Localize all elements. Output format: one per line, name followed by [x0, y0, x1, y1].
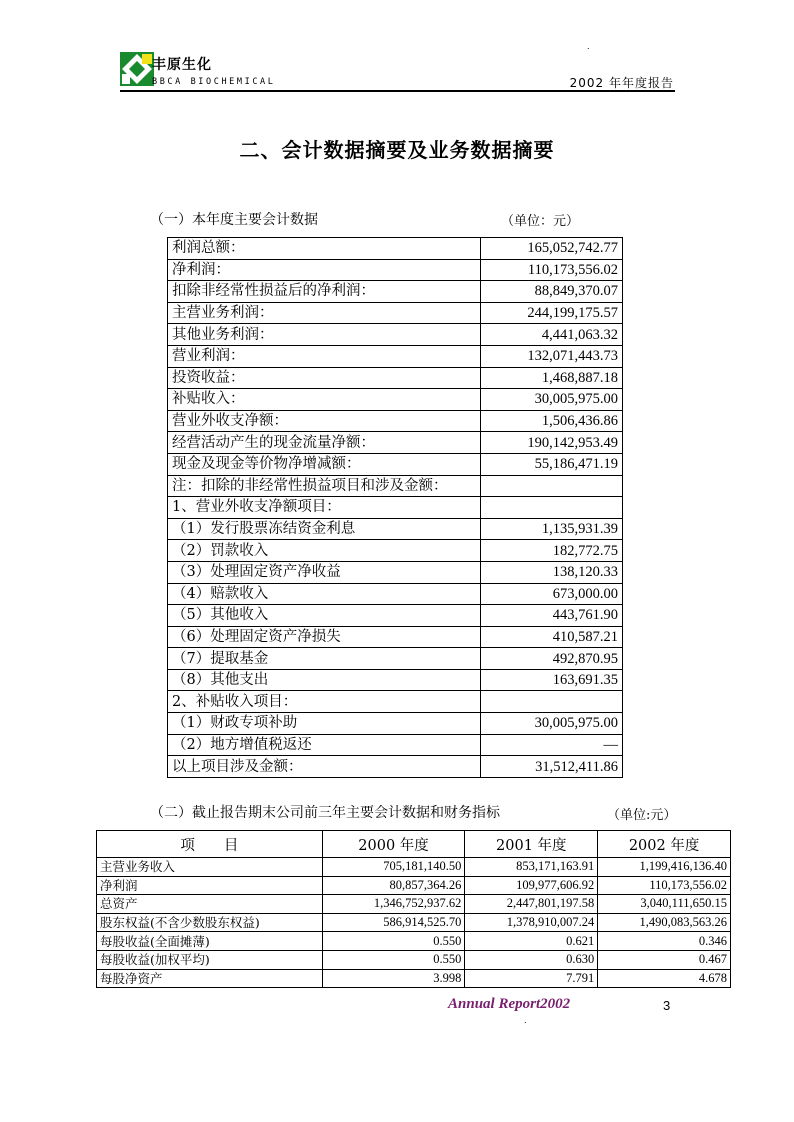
row-item: 每股收益(全面摊薄)	[97, 932, 323, 951]
row-value: 673,000.00	[480, 583, 622, 605]
row-label: 经营活动产生的现金流量净额：	[168, 432, 481, 454]
row-label: 扣除非经常性损益后的净利润：	[168, 281, 481, 303]
table-row	[97, 895, 731, 914]
row-label: （1）发行股票冻结资金利息	[168, 518, 481, 540]
value-2001: 7.791	[465, 969, 598, 988]
table-row	[168, 345, 623, 367]
row-label: 主营业务利润：	[168, 302, 481, 324]
table-row	[168, 648, 623, 670]
row-value: 163,691.35	[480, 669, 622, 691]
row-value: —	[480, 734, 622, 756]
value-2002: 110,173,556.02	[598, 876, 731, 895]
table-row	[168, 238, 623, 260]
table-header-row	[97, 831, 731, 858]
page-number: 3	[663, 998, 671, 1013]
row-label: 利润总额：	[168, 238, 481, 260]
section1-unit: （单位：元）	[501, 214, 580, 229]
brand-name-cn: 丰原生化	[152, 57, 212, 73]
row-label: （2）地方增值税返还	[168, 734, 481, 756]
table-row	[168, 302, 623, 324]
row-label: （4）赔款收入	[168, 583, 481, 605]
value-2002: 0.467	[598, 950, 731, 969]
row-value: 492,870.95	[480, 648, 622, 670]
table-row	[168, 669, 623, 691]
value-2000: 80,857,364.26	[322, 876, 465, 895]
table-row	[97, 858, 731, 877]
row-label: （2）罚款收入	[168, 540, 481, 562]
row-item: 股东权益(不含少数股东权益)	[97, 913, 323, 932]
header-2002: 2002 年度	[598, 831, 731, 858]
value-2002: 1,199,416,136.40	[598, 858, 731, 877]
row-value: 244,199,175.57	[480, 302, 622, 324]
value-2000: 0.550	[322, 932, 465, 951]
header-item: 项 目	[97, 831, 323, 858]
value-2001: 109,977,606.92	[465, 876, 598, 895]
table-row	[168, 605, 623, 627]
section2-unit: （单位:元）	[607, 808, 677, 823]
row-label: 营业利润：	[168, 345, 481, 367]
value-2001: 2,447,801,197.58	[465, 895, 598, 914]
row-label: 现金及现金等价物净增减额：	[168, 453, 481, 475]
row-value: 30,005,975.00	[480, 713, 622, 735]
row-label: （7）提取基金	[168, 648, 481, 670]
row-item: 主营业务收入	[97, 858, 323, 877]
table-row	[168, 410, 623, 432]
table-row	[97, 969, 731, 988]
row-value	[480, 475, 622, 497]
table-row	[168, 713, 623, 735]
row-label: 1、营业外收支净额项目：	[168, 497, 481, 519]
table-row	[168, 389, 623, 411]
value-2000: 1,346,752,937.62	[322, 895, 465, 914]
row-label: （6）处理固定资产净损失	[168, 626, 481, 648]
row-value: 88,849,370.07	[480, 281, 622, 303]
row-label: 投资收益：	[168, 367, 481, 389]
value-2002: 0.346	[598, 932, 731, 951]
value-2002: 1,490,083,563.26	[598, 913, 731, 932]
value-2000: 586,914,525.70	[322, 913, 465, 932]
row-value: 1,506,436.86	[480, 410, 622, 432]
row-value: 4,441,063.32	[480, 324, 622, 346]
table-row	[168, 367, 623, 389]
value-2001: 0.630	[465, 950, 598, 969]
row-label: 注：扣除的非经常性损益项目和涉及金额：	[168, 475, 481, 497]
row-value: 443,761.90	[480, 605, 622, 627]
row-value: 182,772.75	[480, 540, 622, 562]
row-label: 补贴收入：	[168, 389, 481, 411]
row-value: 31,512,411.86	[480, 756, 622, 778]
page-title: 二、会计数据摘要及业务数据摘要	[239, 138, 555, 162]
table-row	[97, 876, 731, 895]
table-row	[168, 281, 623, 303]
header-2001: 2001 年度	[465, 831, 598, 858]
table-row	[168, 756, 623, 778]
value-2001: 1,378,910,007.24	[465, 913, 598, 932]
row-item: 每股收益(加权平均)	[97, 950, 323, 969]
row-label: （3）处理固定资产净收益	[168, 561, 481, 583]
value-2002: 3,040,111,650.15	[598, 895, 731, 914]
row-label: （8）其他支出	[168, 669, 481, 691]
row-value: 190,142,953.49	[480, 432, 622, 454]
table-row	[168, 734, 623, 756]
row-label: 净利润：	[168, 259, 481, 281]
table-row	[168, 540, 623, 562]
row-label: 2、补贴收入项目：	[168, 691, 481, 713]
brand-name-en: BBCA BIOCHEMICAL	[152, 77, 276, 87]
annual-report-footer: Annual Report2002	[448, 996, 571, 1012]
table-row	[168, 432, 623, 454]
row-value: 55,186,471.19	[480, 453, 622, 475]
row-value: 1,135,931.39	[480, 518, 622, 540]
row-value	[480, 691, 622, 713]
table-row	[97, 950, 731, 969]
decor-dot: .	[587, 42, 590, 51]
row-item: 每股净资产	[97, 969, 323, 988]
report-year: 2002 年年度报告	[569, 76, 674, 90]
row-label: （5）其他收入	[168, 605, 481, 627]
row-label: 以上项目涉及金额：	[168, 756, 481, 778]
row-value: 132,071,443.73	[480, 345, 622, 367]
table-row	[97, 932, 731, 951]
header-2000: 2000 年度	[322, 831, 465, 858]
row-value: 410,587.21	[480, 626, 622, 648]
value-2001: 853,171,163.91	[465, 858, 598, 877]
three-year-indicators-table	[96, 830, 731, 988]
table-row	[168, 691, 623, 713]
value-2000: 705,181,140.50	[322, 858, 465, 877]
table-row	[168, 324, 623, 346]
row-value: 1,468,887.18	[480, 367, 622, 389]
table-row	[168, 475, 623, 497]
table-row	[168, 497, 623, 519]
bbca-logo-icon	[120, 52, 154, 86]
section2-title: （二）截止报告期末公司前三年主要会计数据和财务指标	[150, 805, 500, 821]
section1-title: （一）本年度主要会计数据	[150, 212, 318, 228]
table-row	[168, 583, 623, 605]
table-row	[168, 518, 623, 540]
decor-dot: .	[524, 1016, 527, 1025]
table-row	[97, 913, 731, 932]
row-value: 110,173,556.02	[480, 259, 622, 281]
main-accounting-table	[167, 237, 623, 778]
table-row	[168, 259, 623, 281]
row-value: 138,120.33	[480, 561, 622, 583]
table-row	[168, 561, 623, 583]
row-value	[480, 497, 622, 519]
row-item: 净利润	[97, 876, 323, 895]
row-label: （1）财政专项补助	[168, 713, 481, 735]
table-row	[168, 626, 623, 648]
value-2000: 3.998	[322, 969, 465, 988]
row-label: 营业外收支净额：	[168, 410, 481, 432]
row-value: 165,052,742.77	[480, 238, 622, 260]
row-value: 30,005,975.00	[480, 389, 622, 411]
value-2002: 4.678	[598, 969, 731, 988]
row-item: 总资产	[97, 895, 323, 914]
table-row	[168, 453, 623, 475]
value-2001: 0.621	[465, 932, 598, 951]
value-2000: 0.550	[322, 950, 465, 969]
row-label: 其他业务利润：	[168, 324, 481, 346]
header-divider	[120, 90, 675, 92]
